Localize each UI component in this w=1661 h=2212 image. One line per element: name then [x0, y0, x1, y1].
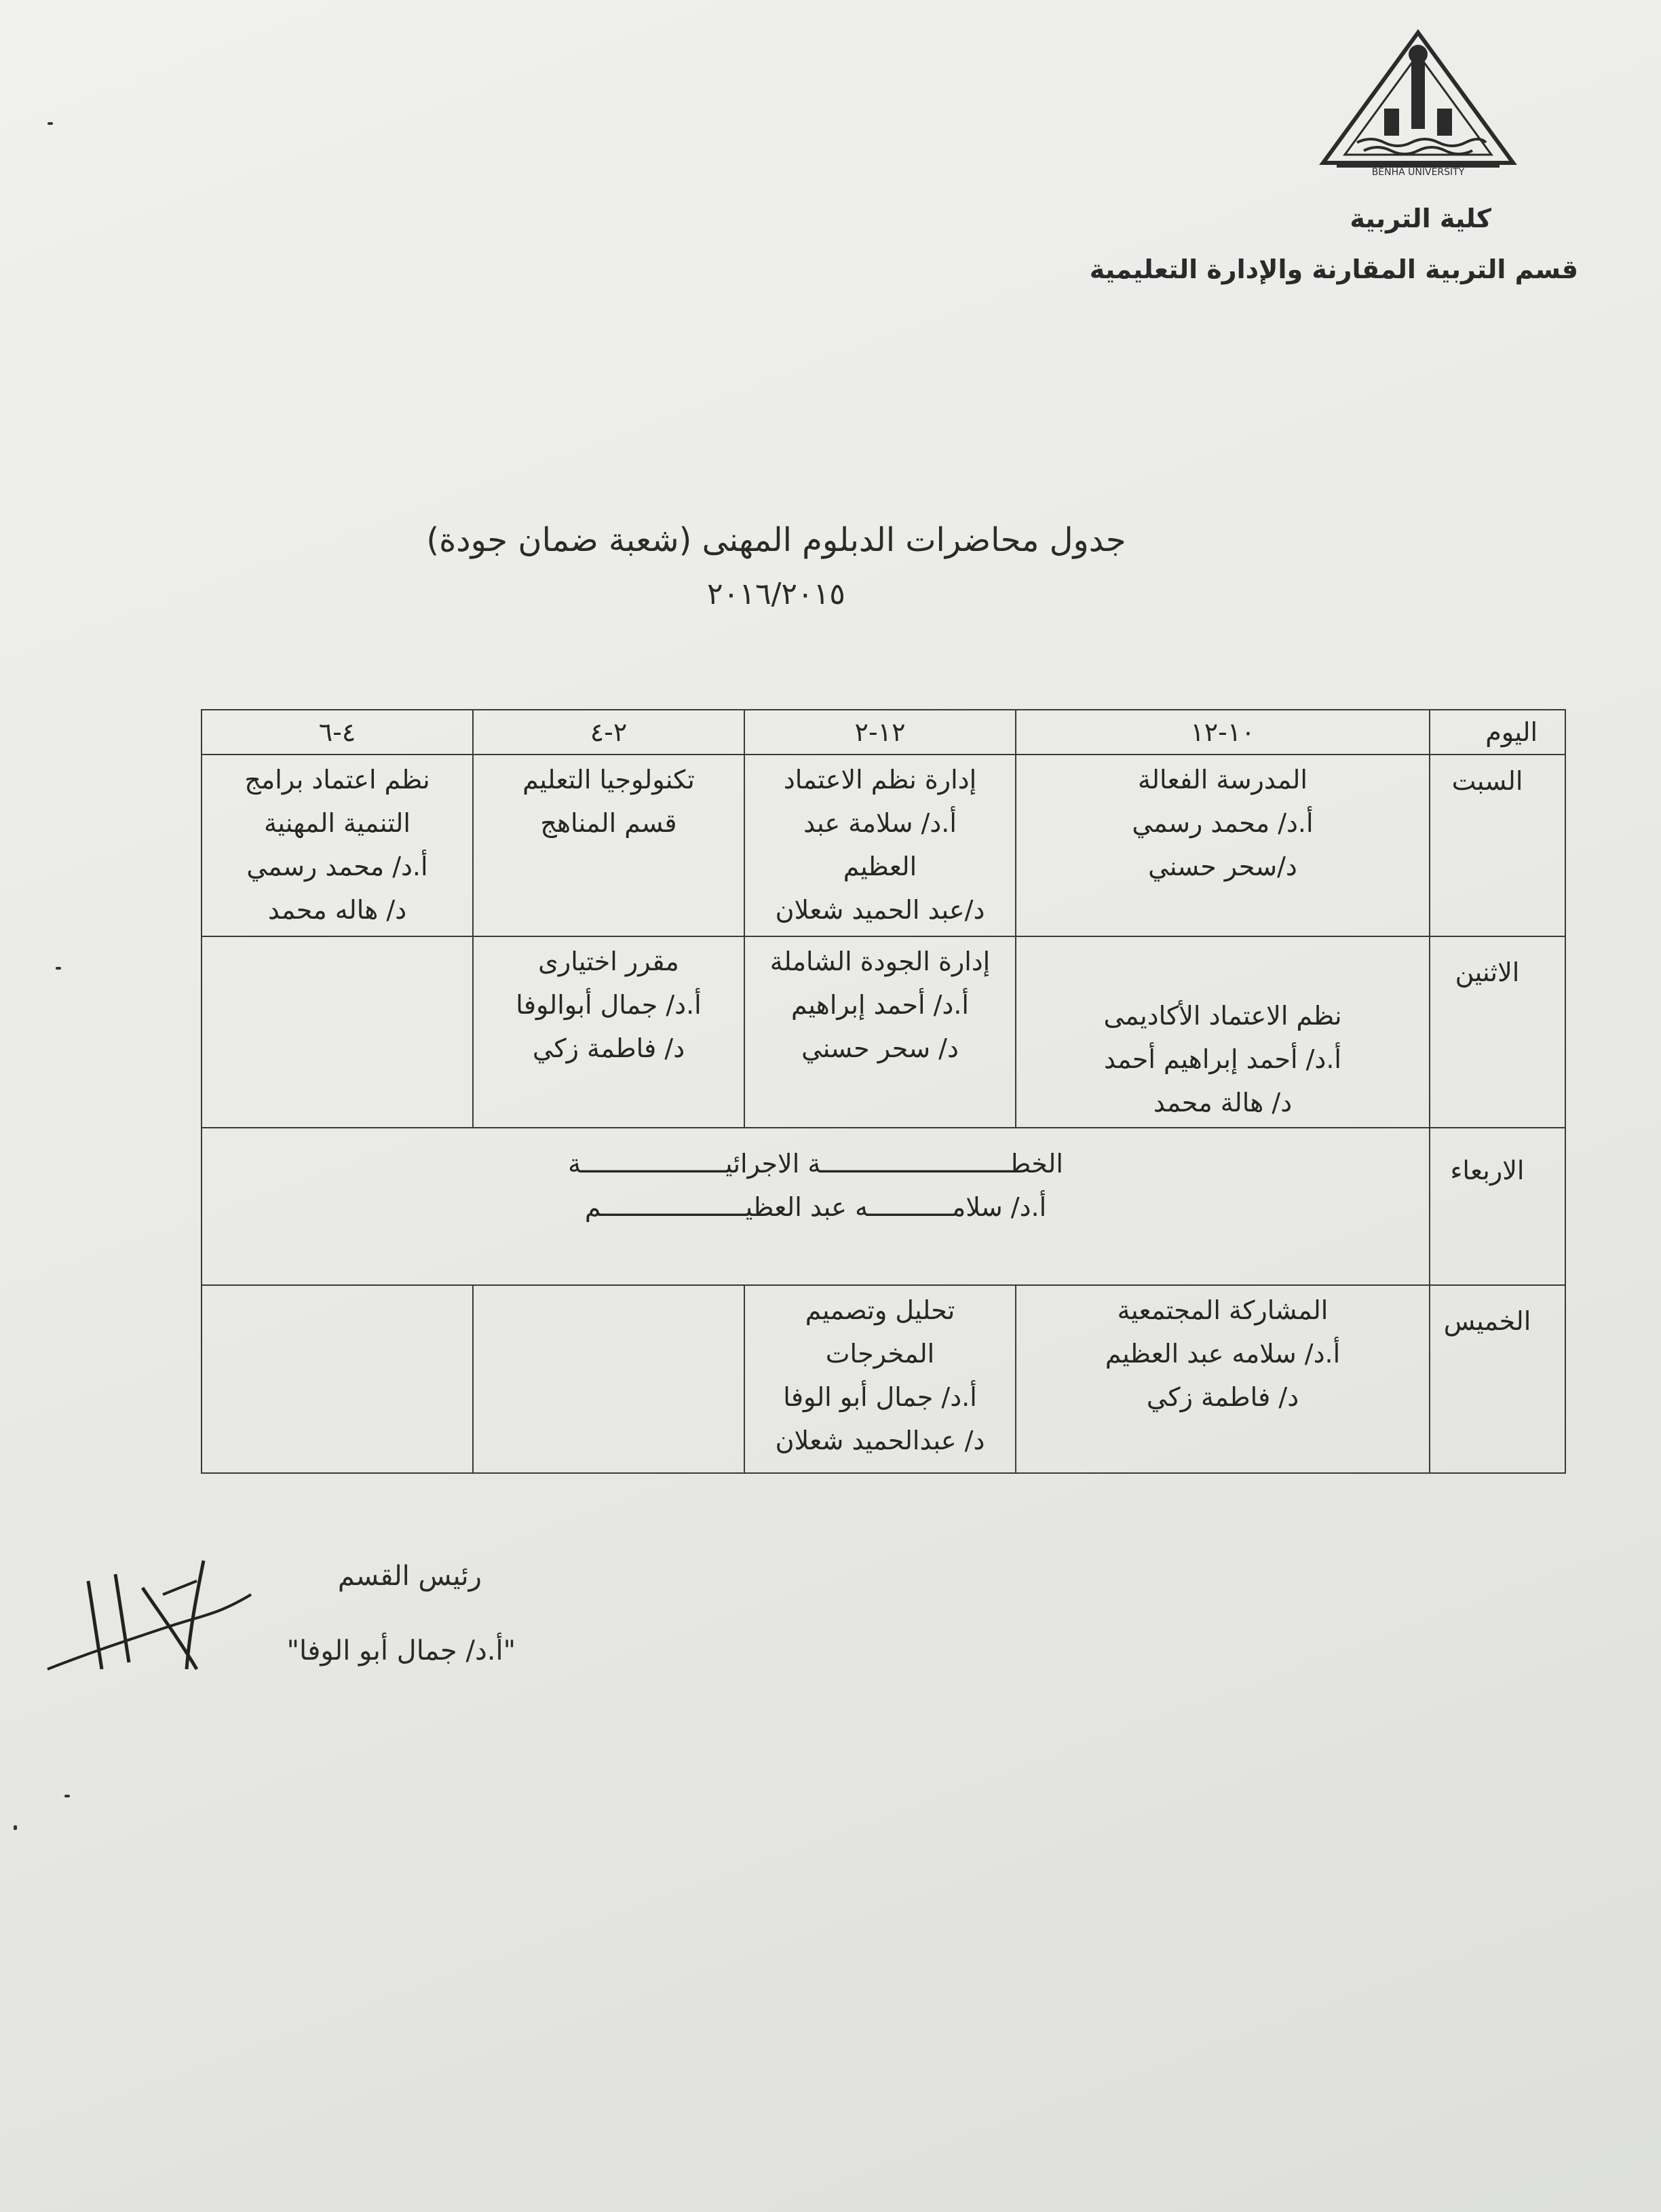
course-name: التنمية المهنية: [264, 808, 411, 838]
instructor: أ.د/ أحمد إبراهيم: [791, 990, 969, 1020]
instructor: أ.د/ سلامـــــــــــه عبد العظيـــــــــــــــــــم: [584, 1192, 1047, 1222]
instructor: أ.د/ محمد رسمي: [246, 852, 428, 881]
instructor: د/ هالة محمد: [1153, 1088, 1293, 1118]
monday-slot1: [1016, 936, 1430, 1128]
header-slot1: ١٠-١٢: [1016, 710, 1430, 755]
academic-year: ٢٠١٦/٢٠١٥: [707, 577, 845, 611]
monday-slot2: [744, 936, 1016, 1128]
table-row: [202, 1285, 1565, 1473]
department-name: قسم التربية المقارنة والإدارة التعليمية: [1089, 254, 1578, 284]
instructor: أ.د/ جمال أبوالوفا: [516, 990, 702, 1020]
paper-speck: [64, 1795, 70, 1797]
svg-text:BENHA UNIVERSITY: BENHA UNIVERSITY: [1371, 167, 1465, 176]
course-name: إدارة الجودة الشاملة: [769, 947, 991, 976]
instructor: د/ هاله محمد: [267, 895, 407, 925]
monday-slot4: [202, 936, 473, 1128]
course-name: المدرسة الفعالة: [1138, 765, 1307, 795]
day-saturday: السبت: [1430, 755, 1565, 936]
instructor: د/ عبدالحميد شعلان: [775, 1426, 985, 1455]
table-row: [202, 1128, 1565, 1285]
course-name: نظم اعتماد برامج: [244, 765, 430, 795]
instructor: أ.د/ سلامة عبد: [803, 808, 957, 838]
instructor: د/عبد الحميد شعلان: [775, 895, 985, 925]
paper-speck: [56, 967, 61, 970]
day-monday: الاثنين: [1430, 936, 1565, 1128]
department-head-name: "أ.د/ جمال أبو الوفا": [286, 1635, 516, 1666]
course-name: إدارة نظم الاعتماد: [783, 765, 977, 795]
instructor: أ.د/ سلامه عبد العظيم: [1105, 1339, 1341, 1369]
header-slot3: ٢-٤: [473, 710, 744, 755]
thursday-slot4: [202, 1285, 473, 1473]
instructor: أ.د/ محمد رسمي: [1132, 808, 1314, 838]
saturday-slot2: [744, 755, 1016, 936]
course-name: المخرجات: [825, 1339, 935, 1369]
saturday-slot1: [1016, 755, 1430, 936]
faculty-name: كلية التربية: [1350, 204, 1491, 233]
header-day: اليوم: [1430, 710, 1565, 755]
day-wednesday: الاربعاء: [1430, 1128, 1565, 1285]
wednesday-merged-slot: [202, 1128, 1430, 1285]
instructor: د/ سحر حسني: [801, 1033, 959, 1063]
instructor: د/ فاطمة زكي: [532, 1033, 685, 1063]
instructor: أ.د/ جمال أبو الوفا: [783, 1382, 977, 1412]
department-head-title: رئيس القسم: [337, 1561, 482, 1592]
paper-speck: [47, 122, 53, 125]
saturday-slot3: [473, 755, 744, 936]
header-slot4: ٤-٦: [202, 710, 473, 755]
course-name: تحليل وتصميم: [805, 1295, 955, 1325]
department-note: قسم المناهج: [540, 808, 677, 838]
university-logo-icon: [1310, 27, 1527, 176]
handwritten-signature-icon: [41, 1554, 258, 1690]
table-row: [202, 755, 1565, 936]
table-row: [202, 936, 1565, 1128]
monday-slot3: [473, 936, 744, 1128]
schedule-table: [201, 709, 1566, 1474]
course-name: نظم الاعتماد الأكاديمى: [1103, 1001, 1342, 1031]
instructor: العظيم: [843, 852, 917, 881]
course-name: المشاركة المجتمعية: [1117, 1295, 1329, 1325]
thursday-slot3: [473, 1285, 744, 1473]
thursday-slot1: [1016, 1285, 1430, 1473]
instructor: د/سحر حسني: [1148, 852, 1297, 881]
paper-speck: [14, 1825, 17, 1830]
thursday-slot2: [744, 1285, 1016, 1473]
header-slot2: ١٢-٢: [744, 710, 1016, 755]
saturday-slot4: [202, 755, 473, 936]
course-name: مقرر اختيارى: [538, 947, 679, 976]
course-name: تكنولوجيا التعليم: [522, 765, 695, 795]
day-thursday: الخميس: [1430, 1285, 1565, 1473]
instructor: د/ فاطمة زكي: [1146, 1382, 1299, 1412]
course-name: الخطـــــــــــــــــــــــــة الاجرائيـــــــــــــــــــة: [568, 1149, 1063, 1179]
table-header-row: [202, 710, 1565, 755]
document-title: جدول محاضرات الدبلوم المهنى (شعبة ضمان جودة): [426, 521, 1126, 559]
instructor: أ.د/ أحمد إبراهيم أحمد: [1104, 1044, 1341, 1074]
